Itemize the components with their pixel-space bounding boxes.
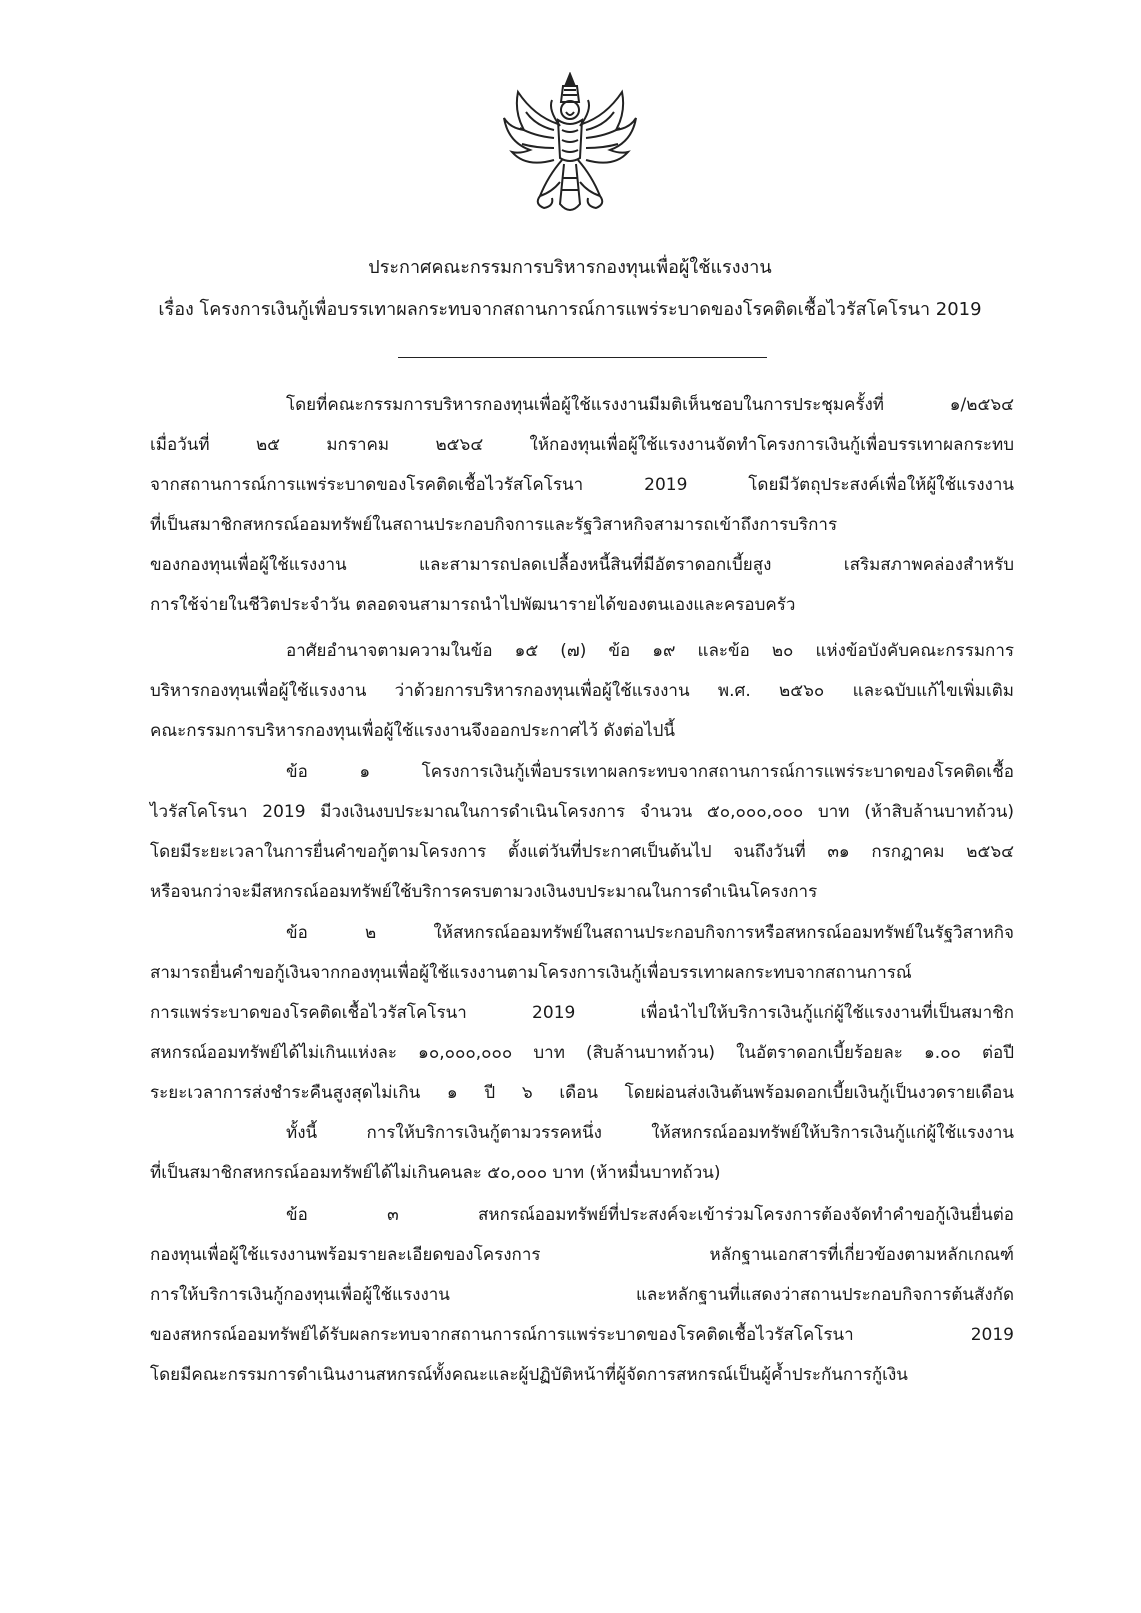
- announcement-subject: เรื่อง โครงการเงินกู้เพื่อบรรเทาผลกระทบจากสถานการณ์การแพร่ระบาดของโรคติดเชื้อไวรัสโคโรนา 2019: [158, 299, 982, 320]
- garuda-emblem-icon: [500, 72, 640, 218]
- body-line: การใช้จ่ายในชีวิตประจำวัน ตลอดจนสามารถนำไปพัฒนารายได้ของตนเองและครอบครัว: [150, 595, 796, 615]
- body-line: อาศัยอำนาจตามความในข้อ ๑๕ (๗) ข้อ ๑๙ และข้อ ๒๐ แห่งข้อบังคับคณะกรรมการ: [286, 641, 1014, 661]
- body-line: โดยมีระยะเวลาในการยื่นคำขอกู้ตามโครงการ ตั้งแต่วันที่ประกาศเป็นต้นไป จนถึงวันที่ ๓๑ กรกฎาคม ๒๕๖๔: [150, 842, 1014, 862]
- announcement-title: ประกาศคณะกรรมการบริหารกองทุนเพื่อผู้ใช้แรงงาน: [368, 257, 772, 278]
- body-line: ที่เป็นสมาชิกสหกรณ์ออมทรัพย์ได้ไม่เกินคนละ ๕๐,๐๐๐ บาท (ห้าหมื่นบาทถ้วน): [150, 1163, 721, 1183]
- body-line: การให้บริการเงินกู้กองทุนเพื่อผู้ใช้แรงงาน และหลักฐานที่แสดงว่าสถานประกอบกิจการต้นสังกัด: [150, 1285, 1014, 1305]
- body-line: ทั้งนี้ การให้บริการเงินกู้ตามวรรคหนึ่ง ให้สหกรณ์ออมทรัพย์ให้บริการเงินกู้แก่ผู้ใช้แรงงาน: [286, 1123, 1014, 1143]
- body-line: โดยมีคณะกรรมการดำเนินงานสหกรณ์ทั้งคณะและผู้ปฏิบัติหน้าที่ผู้จัดการสหกรณ์เป็นผู้ค้ำประกันการกู้เงิน: [150, 1365, 908, 1385]
- title-divider: [398, 357, 767, 358]
- body-line: ที่เป็นสมาชิกสหกรณ์ออมทรัพย์ในสถานประกอบกิจการและรัฐวิสาหกิจสามารถเข้าถึงการบริการ: [150, 515, 838, 535]
- clause-3-line: ข้อ ๓ สหกรณ์ออมทรัพย์ที่ประสงค์จะเข้าร่วมโครงการต้องจัดทำคำขอกู้เงินยื่นต่อ: [286, 1205, 1014, 1225]
- body-line: จากสถานการณ์การแพร่ระบาดของโรคติดเชื้อไวรัสโคโรนา 2019 โดยมีวัตถุประสงค์เพื่อให้ผู้ใช้แรงงาน: [150, 475, 1014, 495]
- clause-2-line: ข้อ ๒ ให้สหกรณ์ออมทรัพย์ในสถานประกอบกิจการหรือสหกรณ์ออมทรัพย์ในรัฐวิสาหกิจ: [286, 923, 1014, 943]
- body-line: บริหารกองทุนเพื่อผู้ใช้แรงงาน ว่าด้วยการบริหารกองทุนเพื่อผู้ใช้แรงงาน พ.ศ. ๒๕๖๐ และฉบับแก้ไขเพิ่มเติม: [150, 681, 1014, 701]
- body-line: เมื่อวันที่ ๒๕ มกราคม ๒๕๖๔ ให้กองทุนเพื่อผู้ใช้แรงงานจัดทำโครงการเงินกู้เพื่อบรรเทาผลกระทบ: [150, 435, 1014, 455]
- body-line: ไวรัสโคโรนา 2019 มีวงเงินงบประมาณในการดำเนินโครงการ จำนวน ๕๐,๐๐๐,๐๐๐ บาท (ห้าสิบล้านบาทถ้วน): [150, 802, 1014, 822]
- body-line: การแพร่ระบาดของโรคติดเชื้อไวรัสโคโรนา 2019 เพื่อนำไปให้บริการเงินกู้แก่ผู้ใช้แรงงานที่เป็นสมาชิก: [150, 1003, 1014, 1023]
- body-line: ของกองทุนเพื่อผู้ใช้แรงงาน และสามารถปลดเปลื้องหนี้สินที่มีอัตราดอกเบี้ยสูง เสริมสภาพคล่องสำหรับ: [150, 555, 1014, 575]
- clause-1-line: ข้อ ๑ โครงการเงินกู้เพื่อบรรเทาผลกระทบจากสถานการณ์การแพร่ระบาดของโรคติดเชื้อ: [286, 762, 1014, 782]
- body-line: สหกรณ์ออมทรัพย์ได้ไม่เกินแห่งละ ๑๐,๐๐๐,๐๐๐ บาท (สิบล้านบาทถ้วน) ในอัตราดอกเบี้ยร้อยละ ๑.๐๐ ต่อปี: [150, 1043, 1014, 1063]
- body-line: หรือจนกว่าจะมีสหกรณ์ออมทรัพย์ใช้บริการครบตามวงเงินงบประมาณในการดำเนินโครงการ: [150, 882, 818, 902]
- body-line: กองทุนเพื่อผู้ใช้แรงงานพร้อมรายละเอียดของโครงการ หลักฐานเอกสารที่เกี่ยวข้องตามหลักเกณฑ์: [150, 1245, 1014, 1265]
- body-line: คณะกรรมการบริหารกองทุนเพื่อผู้ใช้แรงงานจึงออกประกาศไว้ ดังต่อไปนี้: [150, 721, 676, 741]
- body-line: ของสหกรณ์ออมทรัพย์ได้รับผลกระทบจากสถานการณ์การแพร่ระบาดของโรคติดเชื้อไวรัสโคโรนา 2019: [150, 1325, 1014, 1345]
- body-line: สามารถยื่นคำขอกู้เงินจากกองทุนเพื่อผู้ใช้แรงงานตามโครงการเงินกู้เพื่อบรรเทาผลกระทบจากสถานการณ์: [150, 963, 912, 983]
- body-line: ระยะเวลาการส่งชำระคืนสูงสุดไม่เกิน ๑ ปี ๖ เดือน โดยผ่อนส่งเงินต้นพร้อมดอกเบี้ยเงินกู้เป็นงวดรายเดือน: [150, 1083, 1014, 1103]
- body-line: โดยที่คณะกรรมการบริหารกองทุนเพื่อผู้ใช้แรงงานมีมติเห็นชอบในการประชุมครั้งที่ ๑/๒๕๖๔: [286, 395, 1014, 415]
